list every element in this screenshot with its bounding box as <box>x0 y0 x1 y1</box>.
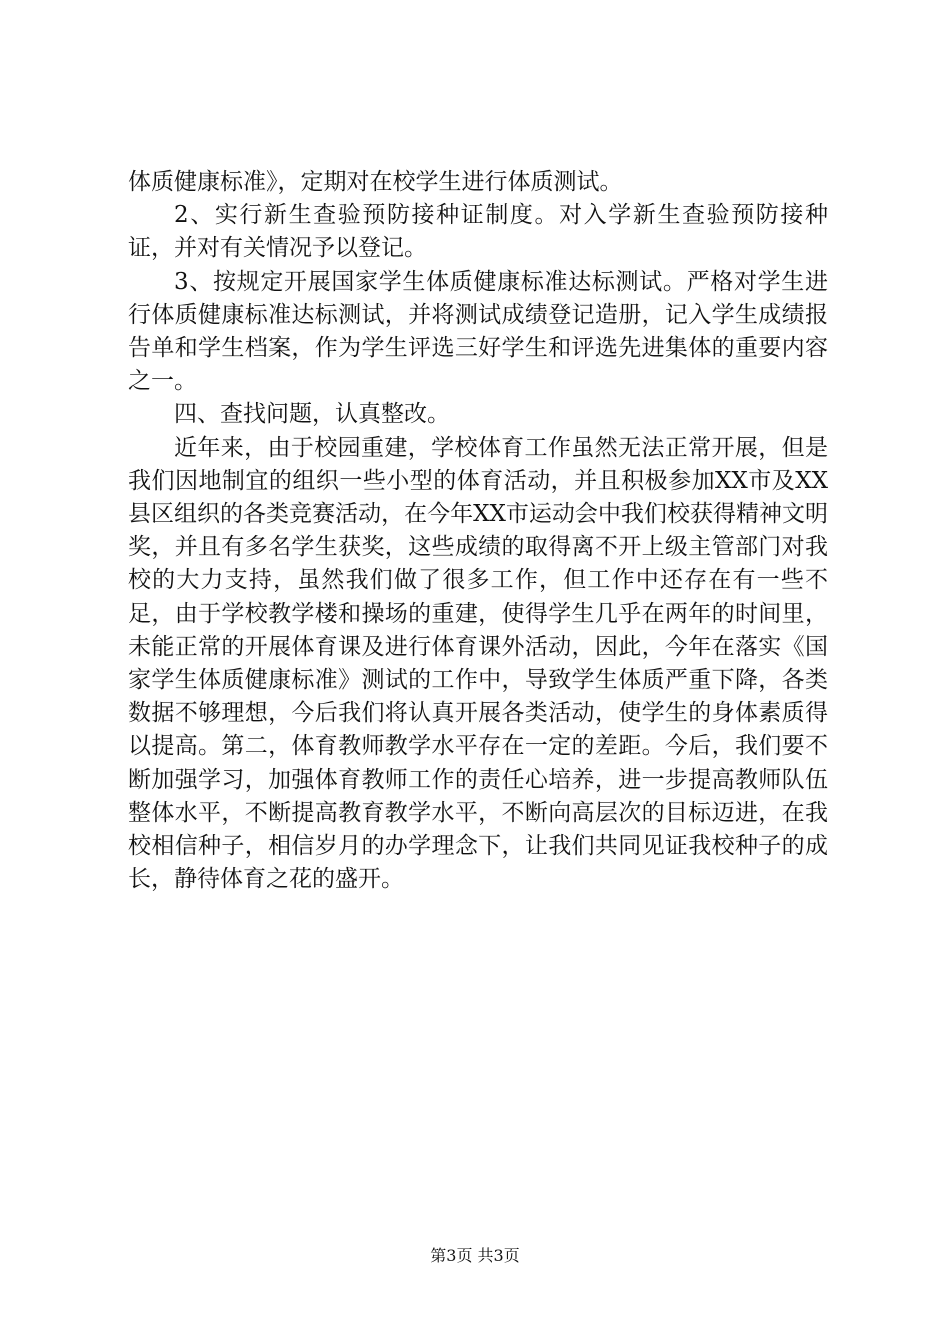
paragraph-continuation: 体质健康标准》，定期对在校学生进行体质测试。 <box>128 169 623 195</box>
section-heading-4: 四、查找问题，认真整改。 <box>174 401 450 428</box>
body-text <box>128 166 828 896</box>
page-footer: 第3页 共3页 <box>430 1246 520 1265</box>
paragraph-main: 近年来，由于校园重建，学校体育工作虽然无法正常开展，但是我们因地制宜的组织一些小型的体育活动，并且积极参加XX市及XX县区组织的各类竞赛活动，在今年XX市运动会中我们校获得精神文明奖，并且有多名学生获奖，这些成绩的取得离不开上级主管部门对我校的大力支持，虽然我们做了很多工作，但工作中还存在有一些不足，由于学校教学楼和操场的重建，使得学生几乎在两年的时间里，未能正常的开展体育课及进行体育课外活动，因此，今年在落实《国家学生体质健康标准》测试的工作中，导致学生体质严重下降，各类数据不够理想，今后我们将认真开展各类活动，使学生的身体素质得以提高。第二，体育教师教学水平存在一定的差距。今后，我们要不断加强学习，加强体育教师工作的责任心培养，进一步提高教师队伍整体水平，不断提高教育教学水平，不断向高层次的目标迈进，在我校相信种子，相信岁月的办学理念下，让我们共同见证我校种子的成长，静待体育之花的盛开。 <box>128 434 828 893</box>
paragraph-item-2: 2、实行新生查验预防接种证制度。对入学新生查验预防接种证，并对有关情况予以登记。 <box>128 202 828 262</box>
paragraph-item-3: 3、按规定开展国家学生体质健康标准达标测试。严格对学生进行体质健康标准达标测试，并将测试成绩登记造册，记入学生成绩报告单和学生档案，作为学生评选三好学生和评选先进集体的重要内容之一。 <box>128 268 828 395</box>
